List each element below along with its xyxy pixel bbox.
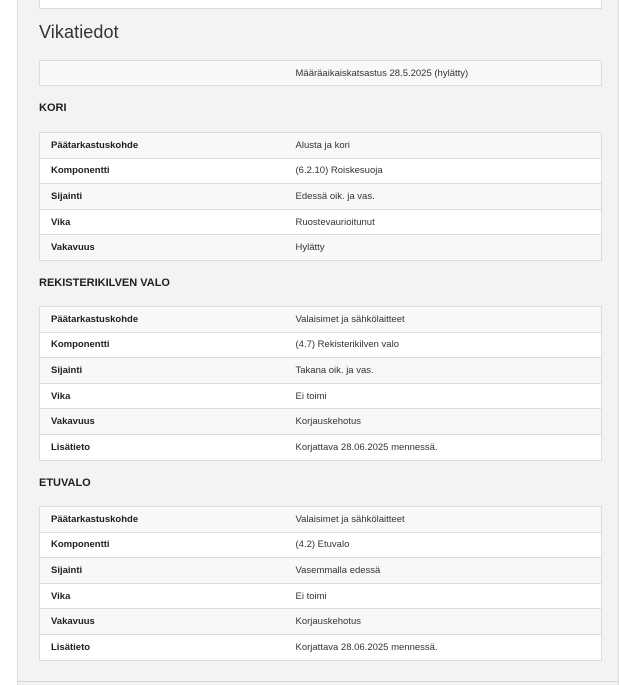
section-table-rekisterikilven-valo [39,306,602,461]
section-title-rekisterikilven-valo: REKISTERIKILVEN VALO [39,277,170,289]
table-row [40,133,602,159]
row-value: Ei toimi [285,383,602,409]
row-value: Ruostevaurioitunut [285,209,602,235]
row-value: Vasemmalla edessä [285,558,602,584]
panel-bottom-border [17,681,619,682]
page-title: Vikatiedot [39,22,119,42]
row-label: Komponentti [40,158,285,184]
row-label: Päätarkastuskohde [40,507,285,533]
row-value: Korjauskehotus [285,409,602,435]
table-row [40,409,602,435]
row-label: Vakavuus [40,409,285,435]
row-label: Vika [40,383,285,409]
table-row [40,209,602,235]
row-value: (4.2) Etuvalo [285,532,602,558]
table-row [40,184,602,210]
row-value: Hylätty [285,235,602,261]
table-row [40,158,602,184]
table-row [40,634,602,660]
table-row [40,61,602,86]
row-value: Valaisimet ja sähkölaitteet [285,307,602,333]
row-value: (4.7) Rekisterikilven valo [285,332,602,358]
section-table-etuvalo [39,506,602,661]
row-value: Alusta ja kori [285,133,602,159]
table-row [40,332,602,358]
table-row [40,532,602,558]
row-label: Vika [40,209,285,235]
inspection-summary: Määräaikaiskatsastus 28.5.2025 (hylätty) [285,61,602,86]
table-row [40,583,602,609]
row-label: Vika [40,583,285,609]
row-label: Sijainti [40,558,285,584]
row-label: Sijainti [40,358,285,384]
table-row [40,358,602,384]
table-row [40,383,602,409]
row-label: Lisätieto [40,434,285,460]
row-label: Päätarkastuskohde [40,133,285,159]
section-title-etuvalo: ETUVALO [39,477,91,489]
row-value: Ei toimi [285,583,602,609]
table-row [40,235,602,261]
row-label: Lisätieto [40,634,285,660]
previous-section-box [39,0,602,9]
section-title-kori: KORI [39,102,67,114]
table-row [40,609,602,635]
row-value: Edessä oik. ja vas. [285,184,602,210]
row-label: Vakavuus [40,609,285,635]
row-value: Valaisimet ja sähkölaitteet [285,507,602,533]
row-label: Vakavuus [40,235,285,261]
row-value: Korjattava 28.06.2025 mennessä. [285,434,602,460]
table-row [40,507,602,533]
table-row [40,434,602,460]
table-row [40,558,602,584]
row-value: Korjauskehotus [285,609,602,635]
row-label: Päätarkastuskohde [40,307,285,333]
row-value: Korjattava 28.06.2025 mennessä. [285,634,602,660]
row-label: Sijainti [40,184,285,210]
section-table-kori [39,132,602,261]
row-value: (6.2.10) Roiskesuoja [285,158,602,184]
row-value: Takana oik. ja vas. [285,358,602,384]
row-label: Komponentti [40,532,285,558]
summary-label-cell [40,61,285,86]
inspection-summary-table [39,60,602,86]
table-row [40,307,602,333]
row-label: Komponentti [40,332,285,358]
